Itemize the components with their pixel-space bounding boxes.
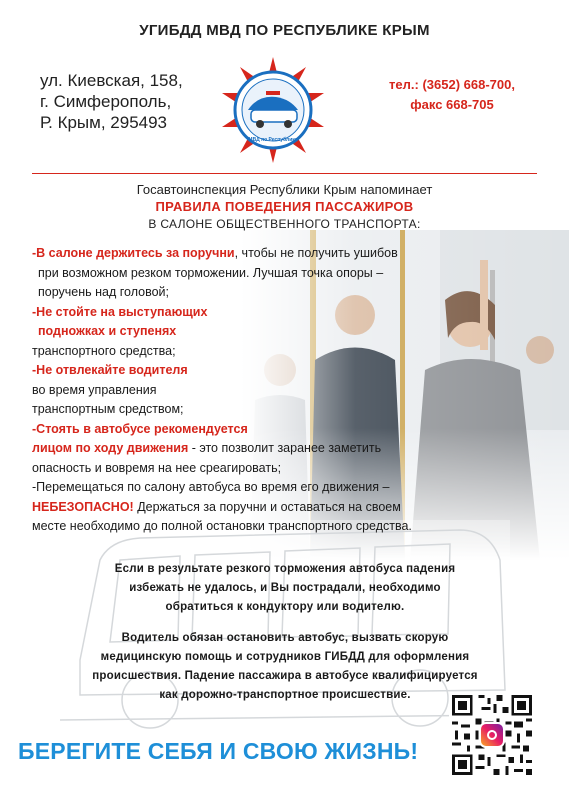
rule-3-highlight: -Не отвлекайте водителя (32, 363, 188, 377)
rule-2-highlight-2: подножках и ступенях (38, 324, 177, 338)
rules-subtitle: В САЛОНЕ ОБЩЕСТВЕННОГО ТРАНСПОРТА: (148, 217, 421, 231)
rule-5-line-3: месте необходимо до полной остановки транспортного средства. (32, 519, 412, 533)
instagram-icon[interactable] (479, 722, 505, 748)
slogan: БЕРЕГИТЕ СЕБЯ И СВОЮ ЖИЗНЬ! (18, 738, 419, 764)
rule-1-text: , чтобы не получить ушибов (234, 246, 398, 260)
notice-block (40, 560, 530, 705)
agency-name: УГИБДД МВД ПО РЕСПУБЛИКЕ КРЫМ (139, 22, 430, 39)
rules-title: ПРАВИЛА ПОВЕДЕНИЯ ПАССАЖИРОВ (155, 199, 414, 214)
notice-gap (40, 617, 530, 629)
notice-p1-line: Если в результате резкого торможения автобуса падения (114, 563, 456, 575)
notice-p1-line: обратиться к кондуктору или водителю. (165, 601, 405, 613)
contacts-block (352, 75, 552, 115)
address-block (40, 70, 183, 133)
rule-4-line-2 (32, 439, 552, 459)
fax-number: факс 668-705 (410, 97, 494, 112)
rule-2-highlight-1: -Не стойте на выступающих (32, 304, 208, 319)
rule-4-highlight-2: лицом по ходу движения (32, 441, 189, 455)
notice-p2-line: происшествия. Падение пассажира в автобусе квалифицируется (92, 670, 478, 682)
emblem-text: МВД по Республике (248, 137, 298, 143)
police-emblem-icon (218, 55, 328, 165)
notice-p2-line: Водитель обязан остановить автобус, вызвать скорую (121, 632, 449, 644)
rule-3-line-2: во время управления (32, 382, 157, 397)
rule-4-text: - это позволит заранее заметить (188, 441, 382, 455)
phone-number: тел.: (3652) 668-700, (389, 77, 515, 92)
header-divider (32, 173, 537, 174)
notice-p2-line: как дорожно-транспортное происшествие. (159, 689, 411, 701)
intro-reminder: Госавтоинспекция Республики Крым напоминает (136, 182, 433, 197)
rules-list (32, 244, 552, 537)
rule-5-text: Держаться за поручни и оставаться на своем (133, 499, 401, 514)
address-city: г. Симферополь, (40, 92, 172, 111)
intro-block (0, 182, 569, 232)
rule-5-line-2 (32, 498, 552, 518)
rule-4-highlight-1: -Стоять в автобусе рекомендуется (32, 421, 248, 436)
address-street: ул. Киевская, 158, (40, 71, 183, 90)
notice-p1-line: избежать не удалось, и Вы пострадали, необходимо (129, 582, 441, 594)
rule-1-highlight: -В салоне держитесь за поручни (32, 246, 235, 260)
rule-3-line-3: транспортным средством; (32, 402, 184, 416)
address-region: Р. Крым, 295493 (40, 113, 168, 132)
rule-1-line-3: поручень над головой; (38, 285, 170, 299)
rule-4-line-3: опасность и вовремя на нее среагировать; (32, 460, 282, 475)
notice-p2-line: медицинскую помощь и сотрудников ГИБДД для оформления (100, 651, 470, 663)
rule-5-line-1: -Перемещаться по салону автобуса во время его движения – (32, 480, 390, 494)
rule-5-highlight: НЕБЕЗОПАСНО! (32, 499, 134, 514)
rule-1-line-1 (32, 244, 552, 264)
rule-2-text: транспортного средства; (32, 343, 176, 358)
rule-1-line-2: при возможном резком торможении. Лучшая точка опоры – (38, 265, 384, 280)
